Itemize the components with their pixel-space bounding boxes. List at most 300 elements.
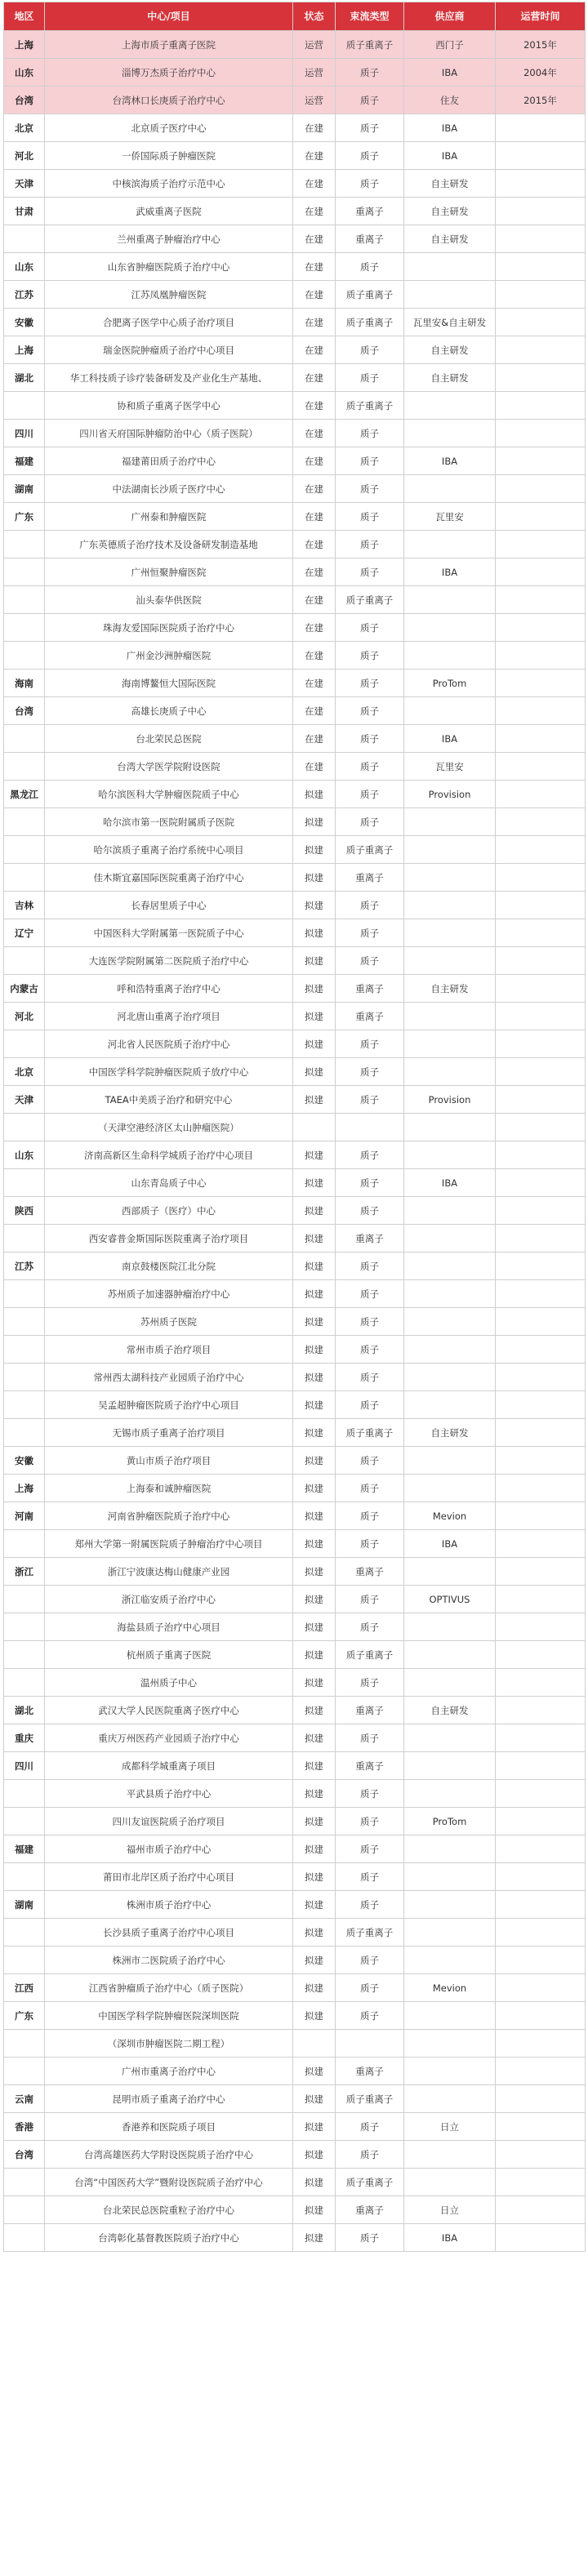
status-cell: 拟建 <box>293 2196 336 2224</box>
beam-type-cell: 质子 <box>336 1891 404 1919</box>
status-cell: 拟建 <box>293 1086 336 1114</box>
table-row <box>4 947 586 975</box>
table-row <box>4 1530 586 1558</box>
status-cell: 拟建 <box>293 1364 336 1391</box>
status-cell: 拟建 <box>293 1336 336 1364</box>
table-header <box>4 2 586 31</box>
status-cell: 运营 <box>293 87 336 114</box>
vendor-cell: 自主研发 <box>404 975 496 1003</box>
beam-type-cell: 质子 <box>336 2141 404 2169</box>
status-cell: 在建 <box>293 503 336 531</box>
status-cell: 拟建 <box>293 2141 336 2169</box>
status-cell: 拟建 <box>293 1141 336 1169</box>
table-row <box>4 281 586 309</box>
beam-type-cell: 质子 <box>336 475 404 503</box>
table-row <box>4 1391 586 1419</box>
beam-type-cell: 重离子 <box>336 2058 404 2085</box>
beam-type-cell: 质子 <box>336 87 404 114</box>
status-cell: 拟建 <box>293 808 336 836</box>
region-cell: 浙江 <box>4 1558 45 1586</box>
vendor-cell: 自主研发 <box>404 1697 496 1724</box>
operation-year-cell: 2015年 <box>496 87 586 114</box>
region-cell: 陕西 <box>4 1197 45 1225</box>
region-cell: 湖北 <box>4 364 45 392</box>
vendor-cell: 日立 <box>404 2196 496 2224</box>
beam-type-cell: 质子 <box>336 1613 404 1641</box>
table-row <box>4 1058 586 1086</box>
operation-year-cell <box>496 1724 586 1752</box>
operation-year-cell <box>496 1919 586 1946</box>
region-cell <box>4 1419 45 1447</box>
table-row <box>4 447 586 475</box>
beam-type-cell: 质子 <box>336 725 404 753</box>
vendor-cell <box>404 420 496 447</box>
project-cell: 上海泰和诚肿瘤医院 <box>45 1475 293 1502</box>
vendor-cell <box>404 614 496 642</box>
vendor-cell <box>404 1141 496 1169</box>
operation-year-cell <box>496 2169 586 2196</box>
status-cell: 拟建 <box>293 2058 336 2085</box>
operation-year-cell <box>496 447 586 475</box>
vendor-cell: 自主研发 <box>404 364 496 392</box>
table-row <box>4 1752 586 1780</box>
vendor-cell <box>404 836 496 864</box>
operation-year-cell <box>496 1197 586 1225</box>
project-cell: 上海市质子重离子医院 <box>45 31 293 59</box>
table-row <box>4 725 586 753</box>
project-cell: 广州市重离子治疗中心 <box>45 2058 293 2085</box>
region-cell <box>4 614 45 642</box>
vendor-cell <box>404 1475 496 1502</box>
header-region: 地区 <box>4 2 45 31</box>
operation-year-cell <box>496 919 586 947</box>
project-cell: （深圳市肿瘤医院二期工程） <box>45 2030 293 2058</box>
status-cell: 在建 <box>293 392 336 420</box>
operation-year-cell <box>496 614 586 642</box>
project-cell: 武威重离子医院 <box>45 198 293 225</box>
status-cell: 在建 <box>293 586 336 614</box>
table-row <box>4 808 586 836</box>
vendor-cell <box>404 1780 496 1808</box>
region-cell: 山东 <box>4 59 45 87</box>
status-cell: 在建 <box>293 753 336 781</box>
operation-year-cell <box>496 309 586 336</box>
project-cell: 台湾林口长庚质子治疗中心 <box>45 87 293 114</box>
vendor-cell <box>404 1558 496 1586</box>
table-row <box>4 1502 586 1530</box>
region-cell <box>4 586 45 614</box>
status-cell: 在建 <box>293 725 336 753</box>
vendor-cell <box>404 475 496 503</box>
project-cell: 莆田市北岸区质子治疗中心项目 <box>45 1863 293 1891</box>
table-row <box>4 642 586 670</box>
table-row <box>4 1780 586 1808</box>
vendor-cell <box>404 1225 496 1252</box>
table-row <box>4 1419 586 1447</box>
beam-type-cell: 质子 <box>336 947 404 975</box>
status-cell: 拟建 <box>293 2085 336 2113</box>
status-cell: 在建 <box>293 253 336 281</box>
region-cell: 河北 <box>4 1003 45 1030</box>
beam-type-cell: 质子 <box>336 558 404 586</box>
beam-type-cell: 质子 <box>336 1058 404 1086</box>
project-cell: 台湾高雄医药大学附设医院质子治疗中心 <box>45 2141 293 2169</box>
operation-year-cell <box>496 1086 586 1114</box>
operation-year-cell <box>496 670 586 697</box>
beam-type-cell: 重离子 <box>336 1225 404 1252</box>
table-row <box>4 2196 586 2224</box>
vendor-cell <box>404 1030 496 1058</box>
operation-year-cell <box>496 281 586 309</box>
region-cell: 上海 <box>4 336 45 364</box>
vendor-cell <box>404 1946 496 1974</box>
operation-year-cell <box>496 531 586 558</box>
project-cell: 兰州重离子肿瘤治疗中心 <box>45 225 293 253</box>
status-cell: 拟建 <box>293 1197 336 1225</box>
operation-year-cell <box>496 1114 586 1141</box>
table-row <box>4 2141 586 2169</box>
project-cell: 浙江宁波康达梅山健康产业园 <box>45 1558 293 1586</box>
beam-type-cell: 重离子 <box>336 1003 404 1030</box>
project-cell: 汕头泰华供医院 <box>45 586 293 614</box>
project-cell: 南京鼓楼医院江北分院 <box>45 1252 293 1280</box>
table-row <box>4 1308 586 1336</box>
project-cell: 台北荣民总医院重粒子治疗中心 <box>45 2196 293 2224</box>
status-cell: 在建 <box>293 614 336 642</box>
table-row <box>4 586 586 614</box>
operation-year-cell <box>496 781 586 808</box>
table-row <box>4 2030 586 2058</box>
header-beam-type: 束流类型 <box>336 2 404 31</box>
vendor-cell: IBA <box>404 558 496 586</box>
table-row <box>4 1169 586 1197</box>
beam-type-cell: 质子 <box>336 1364 404 1391</box>
project-cell: 四川省天府国际肿瘤防治中心（质子医院） <box>45 420 293 447</box>
beam-type-cell: 质子重离子 <box>336 2169 404 2196</box>
table-row <box>4 1863 586 1891</box>
vendor-cell <box>404 1252 496 1280</box>
region-cell <box>4 1336 45 1364</box>
status-cell: 拟建 <box>293 1780 336 1808</box>
region-cell: 云南 <box>4 2085 45 2113</box>
project-cell: 香港养和医院质子项目 <box>45 2113 293 2141</box>
project-cell: 广州泰和肿瘤医院 <box>45 503 293 531</box>
beam-type-cell: 质子 <box>336 1308 404 1336</box>
beam-type-cell: 质子重离子 <box>336 281 404 309</box>
beam-type-cell: 质子重离子 <box>336 1919 404 1946</box>
beam-type-cell <box>336 2030 404 2058</box>
project-cell: 福州市质子治疗中心 <box>45 1835 293 1863</box>
status-cell: 在建 <box>293 142 336 170</box>
region-cell: 湖南 <box>4 1891 45 1919</box>
vendor-cell: IBA <box>404 142 496 170</box>
beam-type-cell: 质子 <box>336 1835 404 1863</box>
operation-year-cell <box>496 808 586 836</box>
operation-year-cell <box>496 892 586 919</box>
region-cell: 江苏 <box>4 1252 45 1280</box>
project-cell: 西安睿普金斯国际医院重离子治疗项目 <box>45 1225 293 1252</box>
project-cell: 一侨国际质子肿瘤医院 <box>45 142 293 170</box>
beam-type-cell: 重离子 <box>336 1697 404 1724</box>
operation-year-cell <box>496 1030 586 1058</box>
project-cell: 武汉大学人民医院重离子医疗中心 <box>45 1697 293 1724</box>
table-row <box>4 1197 586 1225</box>
beam-type-cell: 质子 <box>336 1030 404 1058</box>
status-cell: 在建 <box>293 281 336 309</box>
vendor-cell <box>404 808 496 836</box>
operation-year-cell <box>496 1641 586 1669</box>
status-cell: 拟建 <box>293 1613 336 1641</box>
operation-year-cell <box>496 2002 586 2030</box>
region-cell <box>4 1530 45 1558</box>
region-cell <box>4 1780 45 1808</box>
operation-year-cell <box>496 1141 586 1169</box>
region-cell <box>4 1946 45 1974</box>
status-cell: 在建 <box>293 697 336 725</box>
table-row <box>4 309 586 336</box>
status-cell: 在建 <box>293 364 336 392</box>
operation-year-cell <box>496 2030 586 2058</box>
project-cell: 中核滨海质子治疗示范中心 <box>45 170 293 198</box>
project-cell: 河北省人民医院质子治疗中心 <box>45 1030 293 1058</box>
header-operation-year: 运营时间 <box>496 2 586 31</box>
vendor-cell <box>404 1391 496 1419</box>
status-cell: 拟建 <box>293 1225 336 1252</box>
operation-year-cell <box>496 1808 586 1835</box>
project-cell: 四川友谊医院质子治疗项目 <box>45 1808 293 1835</box>
project-cell: 中法湖南长沙质子医疗中心 <box>45 475 293 503</box>
beam-type-cell: 质子 <box>336 1475 404 1502</box>
region-cell: 上海 <box>4 31 45 59</box>
region-cell: 香港 <box>4 2113 45 2141</box>
beam-type-cell: 质子重离子 <box>336 309 404 336</box>
beam-type-cell: 重离子 <box>336 1752 404 1780</box>
region-cell: 海南 <box>4 670 45 697</box>
status-cell: 拟建 <box>293 1669 336 1697</box>
vendor-cell: 日立 <box>404 2113 496 2141</box>
project-cell: 温州质子中心 <box>45 1669 293 1697</box>
project-cell: 西部质子（医疗）中心 <box>45 1197 293 1225</box>
operation-year-cell <box>496 1475 586 1502</box>
table-row <box>4 1891 586 1919</box>
operation-year-cell <box>496 1058 586 1086</box>
vendor-cell <box>404 1280 496 1308</box>
project-cell: 郑州大学第一附属医院质子肿瘤治疗中心项目 <box>45 1530 293 1558</box>
status-cell: 拟建 <box>293 1280 336 1308</box>
table-row <box>4 2113 586 2141</box>
vendor-cell: Mevion <box>404 1502 496 1530</box>
status-cell: 拟建 <box>293 1558 336 1586</box>
beam-type-cell: 质子 <box>336 2113 404 2141</box>
operation-year-cell <box>496 253 586 281</box>
operation-year-cell <box>496 2224 586 2252</box>
beam-type-cell: 质子 <box>336 892 404 919</box>
project-cell: 平武县质子治疗中心 <box>45 1780 293 1808</box>
vendor-cell <box>404 697 496 725</box>
beam-type-cell: 质子 <box>336 1252 404 1280</box>
table-row <box>4 1114 586 1141</box>
vendor-cell <box>404 1724 496 1752</box>
vendor-cell <box>404 2030 496 2058</box>
status-cell: 拟建 <box>293 892 336 919</box>
project-cell: 哈尔滨市第一医院附属质子医院 <box>45 808 293 836</box>
table-row <box>4 87 586 114</box>
status-cell: 拟建 <box>293 2002 336 2030</box>
vendor-cell <box>404 892 496 919</box>
beam-type-cell: 质子 <box>336 364 404 392</box>
status-cell: 拟建 <box>293 947 336 975</box>
status-cell: 拟建 <box>293 1724 336 1752</box>
project-cell: 山东省肿瘤医院质子治疗中心 <box>45 253 293 281</box>
vendor-cell: IBA <box>404 114 496 142</box>
beam-type-cell: 重离子 <box>336 2196 404 2224</box>
project-cell: 重庆万州医药产业园质子治疗中心 <box>45 1724 293 1752</box>
table-row <box>4 170 586 198</box>
operation-year-cell <box>496 586 586 614</box>
status-cell: 在建 <box>293 558 336 586</box>
status-cell: 拟建 <box>293 1475 336 1502</box>
status-cell: 在建 <box>293 336 336 364</box>
operation-year-cell <box>496 1835 586 1863</box>
region-cell <box>4 1669 45 1697</box>
operation-year-cell <box>496 1613 586 1641</box>
operation-year-cell <box>496 697 586 725</box>
table-row <box>4 697 586 725</box>
project-cell: 株洲市质子治疗中心 <box>45 1891 293 1919</box>
status-cell: 在建 <box>293 447 336 475</box>
header-vendor: 供应商 <box>404 2 496 31</box>
project-cell: 浙江临安质子治疗中心 <box>45 1586 293 1613</box>
region-cell: 天津 <box>4 170 45 198</box>
project-cell: 台北荣民总医院 <box>45 725 293 753</box>
status-cell: 在建 <box>293 670 336 697</box>
project-cell: 中国医学科学院肿瘤医院深圳医院 <box>45 2002 293 2030</box>
beam-type-cell: 质子 <box>336 614 404 642</box>
region-cell <box>4 1364 45 1391</box>
beam-type-cell: 质子 <box>336 753 404 781</box>
project-cell: 台湾大学医学院附设医院 <box>45 753 293 781</box>
table-row <box>4 2169 586 2196</box>
operation-year-cell <box>496 1752 586 1780</box>
beam-type-cell: 质子 <box>336 1141 404 1169</box>
vendor-cell: 自主研发 <box>404 198 496 225</box>
beam-type-cell: 质子 <box>336 781 404 808</box>
region-cell: 四川 <box>4 1752 45 1780</box>
region-cell <box>4 642 45 670</box>
region-cell: 河北 <box>4 142 45 170</box>
beam-type-cell: 质子 <box>336 59 404 87</box>
beam-type-cell: 质子 <box>336 170 404 198</box>
operation-year-cell: 2004年 <box>496 59 586 87</box>
vendor-cell <box>404 1752 496 1780</box>
status-cell: 拟建 <box>293 2224 336 2252</box>
vendor-cell <box>404 281 496 309</box>
region-cell <box>4 947 45 975</box>
beam-type-cell: 质子 <box>336 1974 404 2002</box>
table-row <box>4 558 586 586</box>
region-cell: 广东 <box>4 503 45 531</box>
region-cell: 山东 <box>4 1141 45 1169</box>
table-row <box>4 1641 586 1669</box>
project-cell: 华工科技质子诊疗装备研发及产业化生产基地、 <box>45 364 293 392</box>
operation-year-cell <box>496 558 586 586</box>
table-row <box>4 1946 586 1974</box>
project-cell: （天津空港经济区太山肿瘤医院） <box>45 1114 293 1141</box>
region-cell: 江西 <box>4 1974 45 2002</box>
project-cell: 北京质子医疗中心 <box>45 114 293 142</box>
vendor-cell <box>404 2002 496 2030</box>
vendor-cell <box>404 1863 496 1891</box>
beam-type-cell: 质子 <box>336 142 404 170</box>
region-cell <box>4 225 45 253</box>
beam-type-cell: 质子 <box>336 1863 404 1891</box>
project-cell: 昆明市质子重离子治疗中心 <box>45 2085 293 2113</box>
beam-type-cell: 质子 <box>336 1780 404 1808</box>
beam-type-cell: 质子 <box>336 1669 404 1697</box>
beam-type-cell: 质子 <box>336 697 404 725</box>
region-cell <box>4 836 45 864</box>
table-row <box>4 1919 586 1946</box>
project-cell: 广东英德质子治疗技术及设备研发制造基地 <box>45 531 293 558</box>
region-cell: 吉林 <box>4 892 45 919</box>
table-row <box>4 2224 586 2252</box>
operation-year-cell: 2015年 <box>496 31 586 59</box>
project-cell: 福建莆田质子治疗中心 <box>45 447 293 475</box>
table-row <box>4 753 586 781</box>
vendor-cell <box>404 586 496 614</box>
vendor-cell <box>404 392 496 420</box>
status-cell: 拟建 <box>293 1835 336 1863</box>
region-cell: 四川 <box>4 420 45 447</box>
project-cell: 长春居里质子中心 <box>45 892 293 919</box>
operation-year-cell <box>496 753 586 781</box>
vendor-cell <box>404 2085 496 2113</box>
operation-year-cell <box>496 420 586 447</box>
project-cell: 高雄长庚质子中心 <box>45 697 293 725</box>
vendor-cell <box>404 1364 496 1391</box>
status-cell: 在建 <box>293 309 336 336</box>
status-cell: 拟建 <box>293 1863 336 1891</box>
operation-year-cell <box>496 1502 586 1530</box>
project-cell: 中国医学科学院肿瘤医院质子放疗中心 <box>45 1058 293 1086</box>
table-row <box>4 475 586 503</box>
beam-type-cell: 质子 <box>336 808 404 836</box>
region-cell: 重庆 <box>4 1724 45 1752</box>
vendor-cell <box>404 2141 496 2169</box>
status-cell: 拟建 <box>293 975 336 1003</box>
region-cell <box>4 1114 45 1141</box>
operation-year-cell <box>496 864 586 892</box>
project-cell: 海盐县质子治疗中心项目 <box>45 1613 293 1641</box>
region-cell <box>4 1808 45 1835</box>
status-cell: 拟建 <box>293 1169 336 1197</box>
operation-year-cell <box>496 1863 586 1891</box>
region-cell: 江苏 <box>4 281 45 309</box>
operation-year-cell <box>496 225 586 253</box>
proton-center-table <box>3 2 586 2252</box>
project-cell: 河北唐山重离子治疗项目 <box>45 1003 293 1030</box>
project-cell: 苏州质子医院 <box>45 1308 293 1336</box>
region-cell: 湖南 <box>4 475 45 503</box>
region-cell <box>4 1613 45 1641</box>
status-cell: 拟建 <box>293 1058 336 1086</box>
vendor-cell: 瓦里安 <box>404 503 496 531</box>
operation-year-cell <box>496 1003 586 1030</box>
region-cell: 天津 <box>4 1086 45 1114</box>
operation-year-cell <box>496 2196 586 2224</box>
beam-type-cell: 质子 <box>336 2224 404 2252</box>
status-cell: 在建 <box>293 475 336 503</box>
